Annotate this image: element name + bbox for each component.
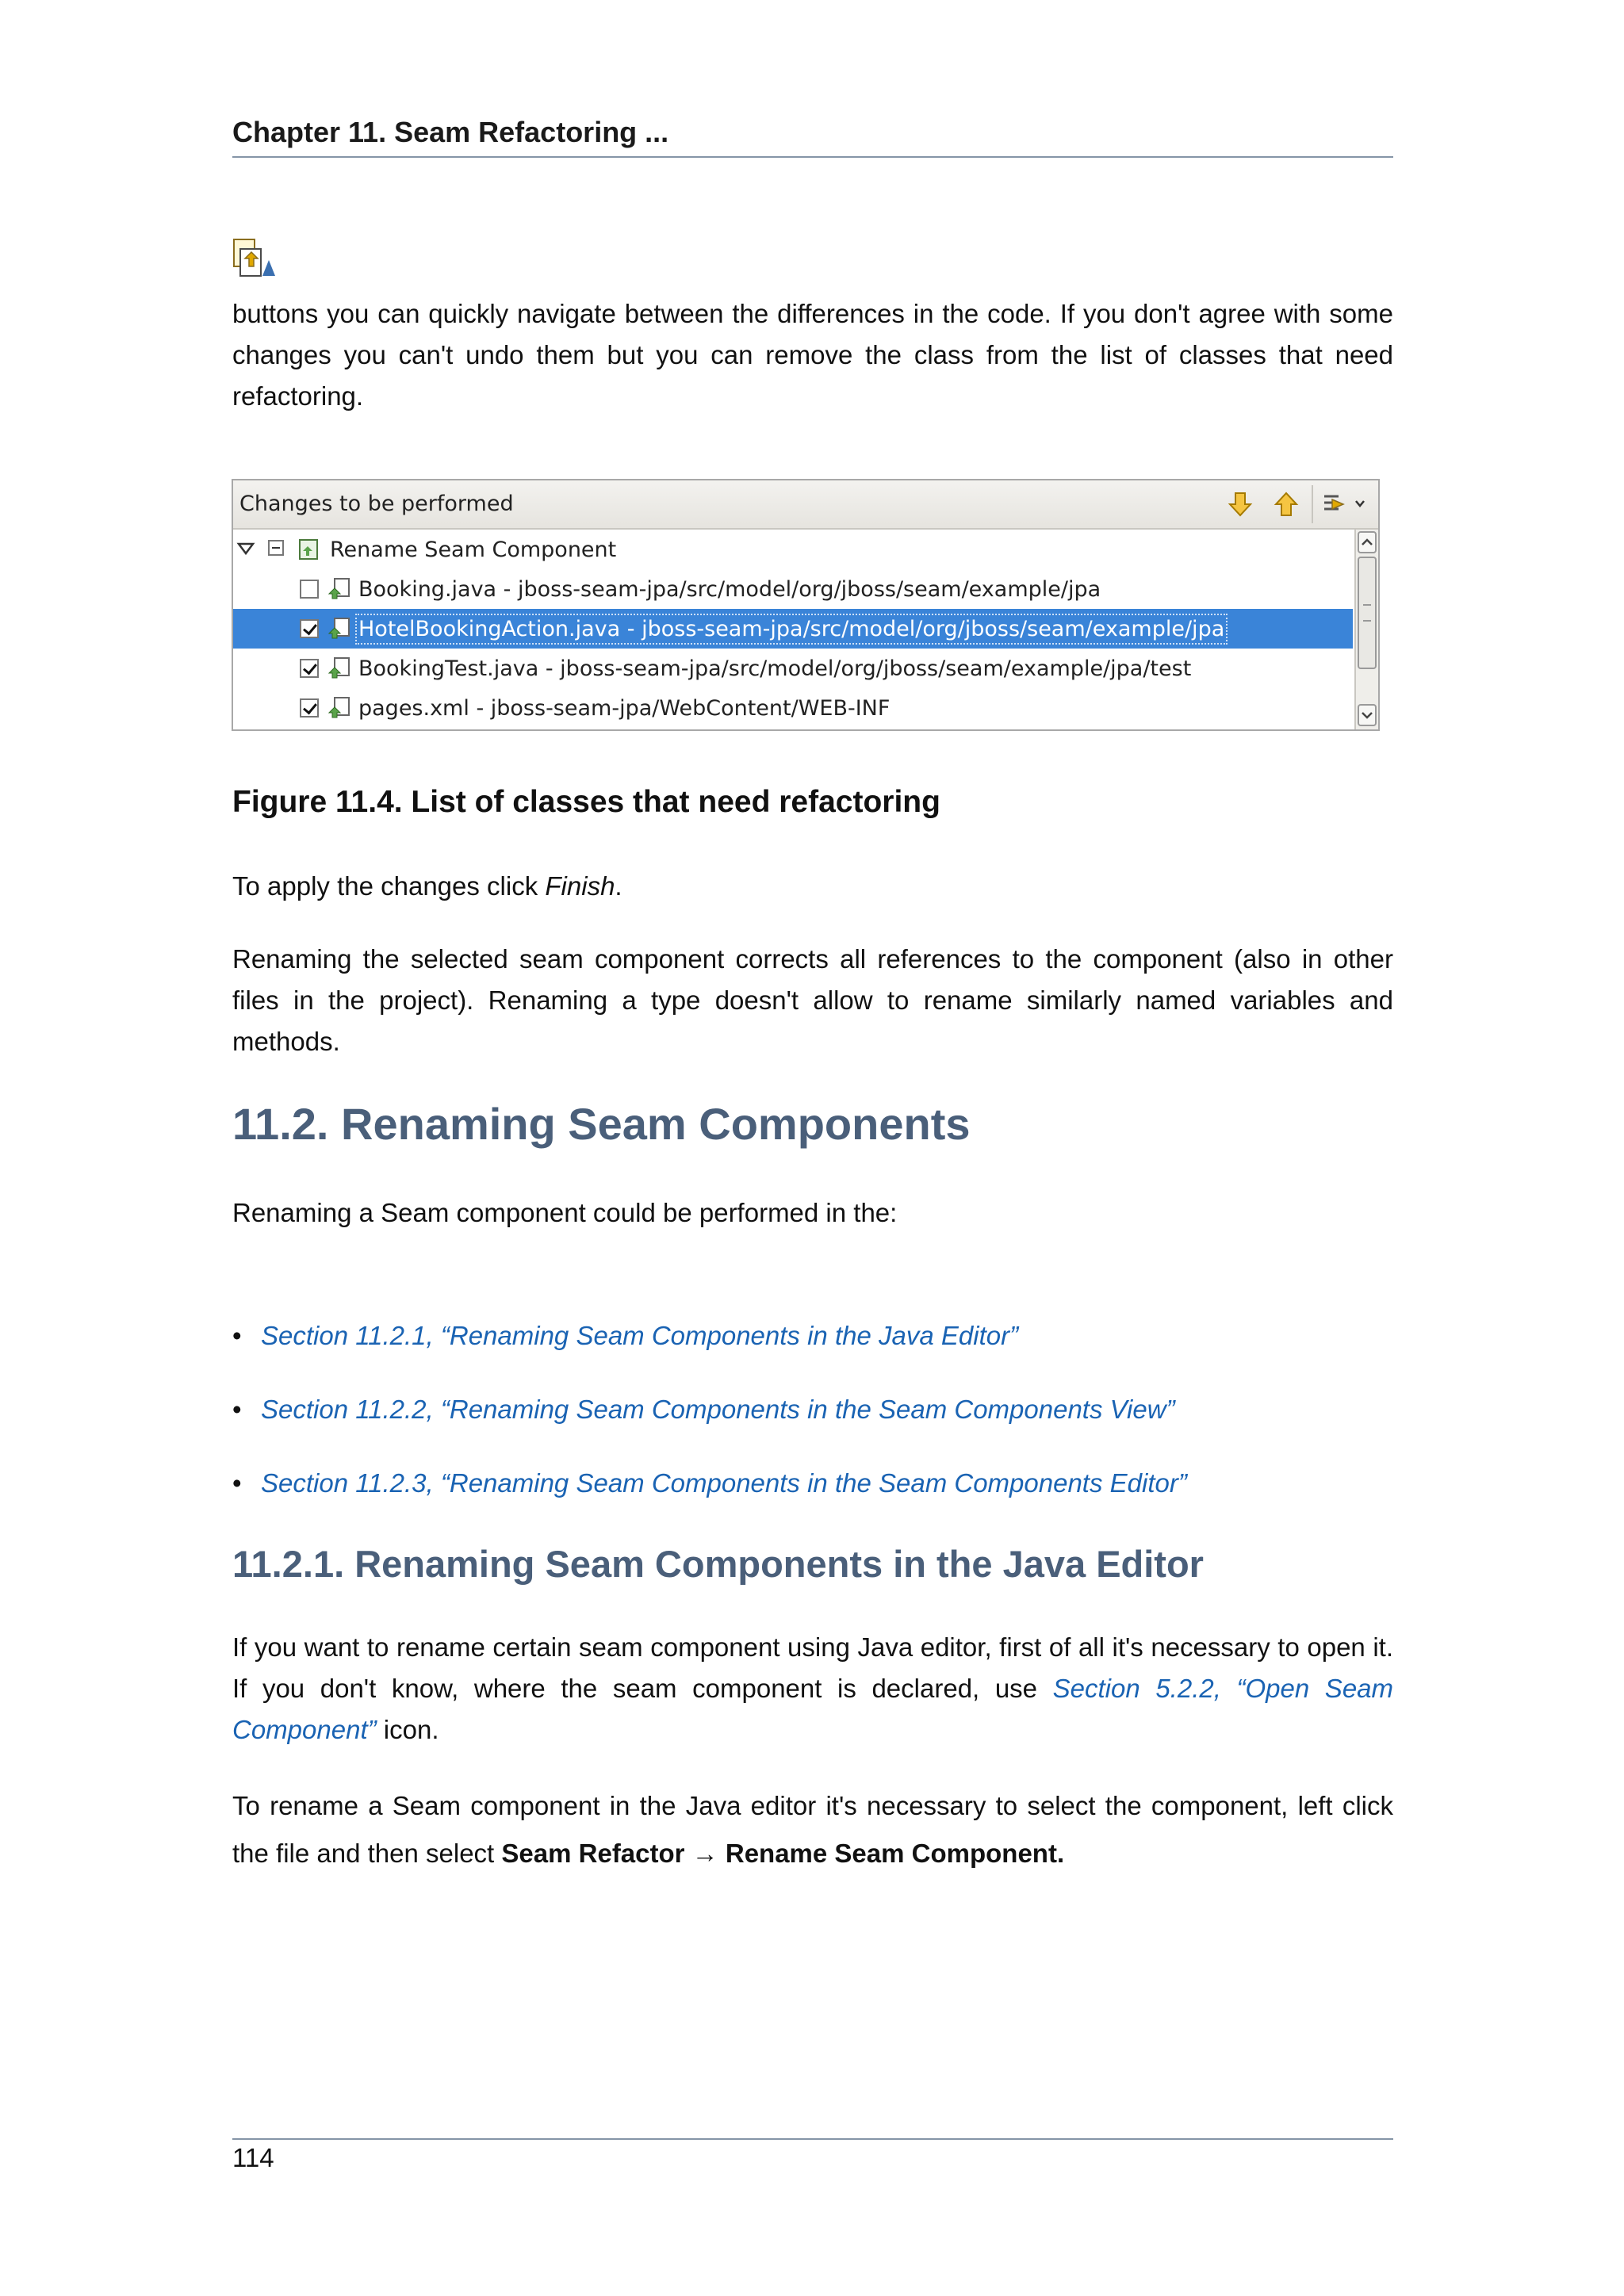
collapse-toggle[interactable] [268,540,284,556]
menu-arrow: → [691,1839,718,1868]
bullet-marker: • [232,1468,242,1498]
link-section-11-2-1[interactable]: Section 11.2.1, “Renaming Seam Components in the Java Editor” [261,1321,1019,1350]
bullet-marker: • [232,1321,242,1350]
panel-title: Changes to be performed [239,492,514,516]
apply-changes-paragraph [232,866,1393,907]
changes-tree [233,530,1353,729]
tree-root-label: Rename Seam Component [330,538,617,562]
java-file-change-icon [327,576,352,602]
tree-item-row-selected[interactable] [233,609,1353,649]
item-checkbox[interactable] [300,580,319,599]
scroll-thumb[interactable] [1358,557,1377,669]
section-heading-11-2-1: 11.2.1. Renaming Seam Components in the Java Editor [232,1543,1204,1585]
vertical-scrollbar[interactable] [1354,530,1378,729]
changes-panel-screenshot [232,479,1380,731]
intro-paragraph: buttons you can quickly navigate between the differences in the code. If you don't agree with some changes you can't undo them but you can remove the class from the list of classes that need refactoring. [232,299,1393,411]
link-section-11-2-3[interactable]: Section 11.2.3, “Renaming Seam Components in the Seam Components Editor” [261,1468,1187,1498]
rename-steps-paragraph [232,1782,1393,1877]
item-checkbox[interactable] [300,698,319,718]
xml-file-change-icon [327,695,352,721]
java-editor-paragraph [232,1627,1393,1751]
list-item [232,1464,1393,1537]
refactoring-change-icon [297,537,322,562]
chevron-down-icon [1359,706,1375,725]
menu-seam-refactor: Seam Refactor [501,1839,685,1868]
running-header: Chapter 11. Seam Refactoring ... [232,116,669,148]
java-file-change-icon [327,656,352,681]
apply-text-end: . [615,871,622,901]
java-file-change-icon [327,616,352,641]
menu-rename-seam-component: Rename Seam Component. [725,1839,1065,1868]
figure-caption: Figure 11.4. List of classes that need refactoring [232,785,940,819]
toolbar-separator [1312,485,1313,523]
header-rule [232,156,1393,158]
tree-item-row[interactable] [233,649,1353,688]
tree-item-label: BookingTest.java - jboss-seam-jpa/src/model/org/jboss/seam/example/jpa/test [358,656,1192,681]
link-open-seam-component[interactable]: Section 5.2.2, “Open Seam Component” [232,1674,1394,1744]
panel-header [233,480,1378,530]
section-intro-paragraph: Renaming a Seam component could be performed in the: [232,1198,898,1227]
link-section-11-2-2[interactable]: Section 11.2.2, “Renaming Seam Components in the Seam Components View” [261,1395,1175,1424]
tree-item-row[interactable] [233,569,1353,609]
tree-item-label: pages.xml - jboss-seam-jpa/WebContent/WEB-INF [358,696,891,721]
paragraph-text-end: icon. [376,1715,439,1744]
scroll-up-button[interactable] [1358,531,1377,553]
list-item [232,1390,1393,1464]
paragraph-text: To rename a Seam component in the Java editor it's necessary to select the component, left click the file and then select [232,1791,1393,1868]
tree-item-label: Booking.java - jboss-seam-jpa/src/model/org/jboss/seam/example/jpa [358,577,1101,602]
item-checkbox[interactable] [300,619,319,638]
tree-root-row[interactable] [233,530,1353,569]
tree-item-row[interactable] [233,688,1353,728]
footer-rule [232,2138,1393,2140]
chevron-up-icon [1359,533,1375,552]
expand-triangle-icon[interactable] [236,541,255,557]
renaming-note-paragraph: Renaming the selected seam component corrects all references to the component (also in other files in the project). Renaming a type doesn't allow to rename similarly named variables and methods. [232,944,1393,1056]
section-link-list [232,1316,1393,1537]
previous-change-arrow-up-icon[interactable] [1272,490,1300,519]
finish-term: Finish [545,871,615,901]
item-checkbox[interactable] [300,659,319,678]
list-item [232,1316,1393,1390]
view-menu-icon[interactable] [1321,490,1369,519]
paragraph-text: If you want to rename certain seam component using Java editor, first of all it's necessary to open it. If you don't know, where the seam component is declared, use [232,1632,1393,1703]
bullet-marker: • [232,1395,242,1424]
next-change-arrow-down-icon[interactable] [1226,490,1254,519]
compare-navigation-icon [232,238,275,281]
tree-item-label: HotelBookingAction.java - jboss-seam-jpa/src/model/org/jboss/seam/example/jpa [358,617,1225,641]
scroll-down-button[interactable] [1358,704,1377,726]
apply-text: To apply the changes click [232,871,546,901]
section-heading-11-2: 11.2. Renaming Seam Components [232,1099,971,1149]
page-number: 114 [232,2143,274,2172]
